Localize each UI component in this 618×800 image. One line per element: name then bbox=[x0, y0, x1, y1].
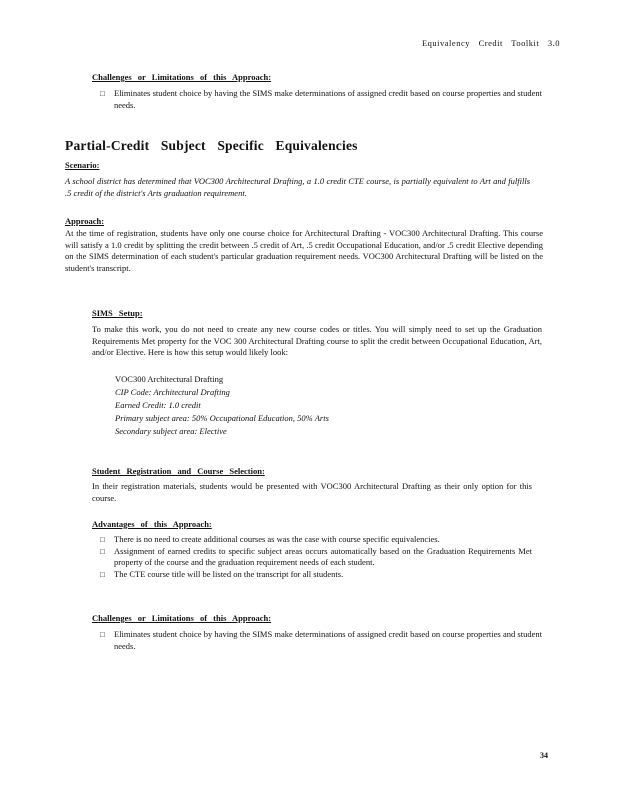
config-line-course: VOC300 Architectural Drafting bbox=[115, 373, 224, 384]
sims-setup-heading: SIMS Setup: bbox=[92, 308, 143, 318]
bullet-icon: □ bbox=[100, 630, 105, 639]
bullet-icon: □ bbox=[100, 546, 105, 556]
challenges-bottom-bullet bbox=[92, 629, 542, 652]
sims-setup-text: To make this work, you do not need to create any new course codes or titles. You will simply need to set up the Graduation Requirements Met property for the VOC 300 Architectural Drafting course to split the credit between Occupational Education, Art, and/or Elective. Here is how this setup would likely look: bbox=[92, 324, 542, 357]
config-line-secondary: Secondary subject area: Elective bbox=[115, 425, 227, 436]
challenges-bottom-bullet-text: Eliminates student choice by having the SIMS make determinations of assigned credit based on course properties and student needs. bbox=[114, 629, 542, 651]
sims-setup-section bbox=[92, 308, 542, 438]
config-line-credit: Earned Credit: 1.0 credit bbox=[115, 399, 201, 410]
approach-section bbox=[65, 216, 543, 274]
config-line-primary: Primary subject area: 50% Occupational Education, 50% Arts bbox=[115, 412, 329, 423]
advantages-section bbox=[92, 519, 532, 580]
advantages-bullet bbox=[92, 546, 532, 569]
challenges-top-section bbox=[92, 72, 542, 111]
bullet-icon: □ bbox=[100, 569, 105, 579]
bullet-icon: □ bbox=[100, 89, 105, 98]
advantages-bullet-text: The CTE course title will be listed on the transcript for all students. bbox=[114, 568, 344, 579]
scenario-text: A school district has determined that VOC300 Architectural Drafting, a 1.0 credit CTE course, is partially equivalent to Art and fulfills .5 credit of the district's Arts graduation requirement. bbox=[65, 176, 530, 198]
approach-heading: Approach: bbox=[65, 216, 105, 226]
sims-setup-config-block bbox=[92, 373, 542, 438]
scenario-heading: Scenario: bbox=[65, 160, 100, 170]
config-line-cip: CIP Code: Architectural Drafting bbox=[115, 386, 230, 397]
advantages-bullet bbox=[92, 569, 532, 581]
section-title: Partial-Credit Subject Specific Equivalencies bbox=[65, 138, 358, 153]
student-registration-text: In their registration materials, students would be presented with VOC300 Architectural Drafting as their only option for this course. bbox=[92, 481, 532, 503]
advantages-bullet bbox=[92, 534, 532, 546]
challenges-bottom-section bbox=[92, 613, 542, 652]
student-registration-heading: Student Registration and Course Selection: bbox=[92, 466, 265, 476]
challenges-bottom-heading: Challenges or Limitations of this Approach: bbox=[92, 613, 272, 623]
scenario-section bbox=[65, 160, 530, 199]
advantages-heading: Advantages of this Approach: bbox=[92, 519, 212, 529]
challenges-top-bullet bbox=[92, 88, 542, 111]
student-registration-section bbox=[92, 466, 532, 504]
challenges-top-bullet-text: Eliminates student choice by having the SIMS make determinations of assigned credit based on course properties and student needs. bbox=[114, 88, 542, 110]
advantages-bullet-text: Assignment of earned credits to specific subject areas occurs automatically based on the Graduation Requirements Met property of the course and the graduation requirement needs of each student. bbox=[114, 545, 532, 567]
advantages-bullet-text: There is no need to create additional courses as was the case with course specific equivalencies. bbox=[114, 534, 440, 544]
approach-text: At the time of registration, students have only one course choice for Architectural Drafting - VOC300 Architectural Drafting. This course will satisfy a 1.0 credit by splitting the credit between .5 credit of Art, .5 credit Occupational Education, and/or .5 credit Elective depending on the SIMS determination of each student's particular graduation requirement needs. VOC300 Architectural Drafting will be listed on the student's transcript. bbox=[65, 228, 543, 273]
bullet-icon: □ bbox=[100, 535, 105, 544]
challenges-top-heading: Challenges or Limitations of this Approach: bbox=[92, 72, 272, 82]
running-header: Equivalency Credit Toolkit 3.0 bbox=[421, 38, 560, 48]
page-number: 34 bbox=[540, 751, 548, 760]
